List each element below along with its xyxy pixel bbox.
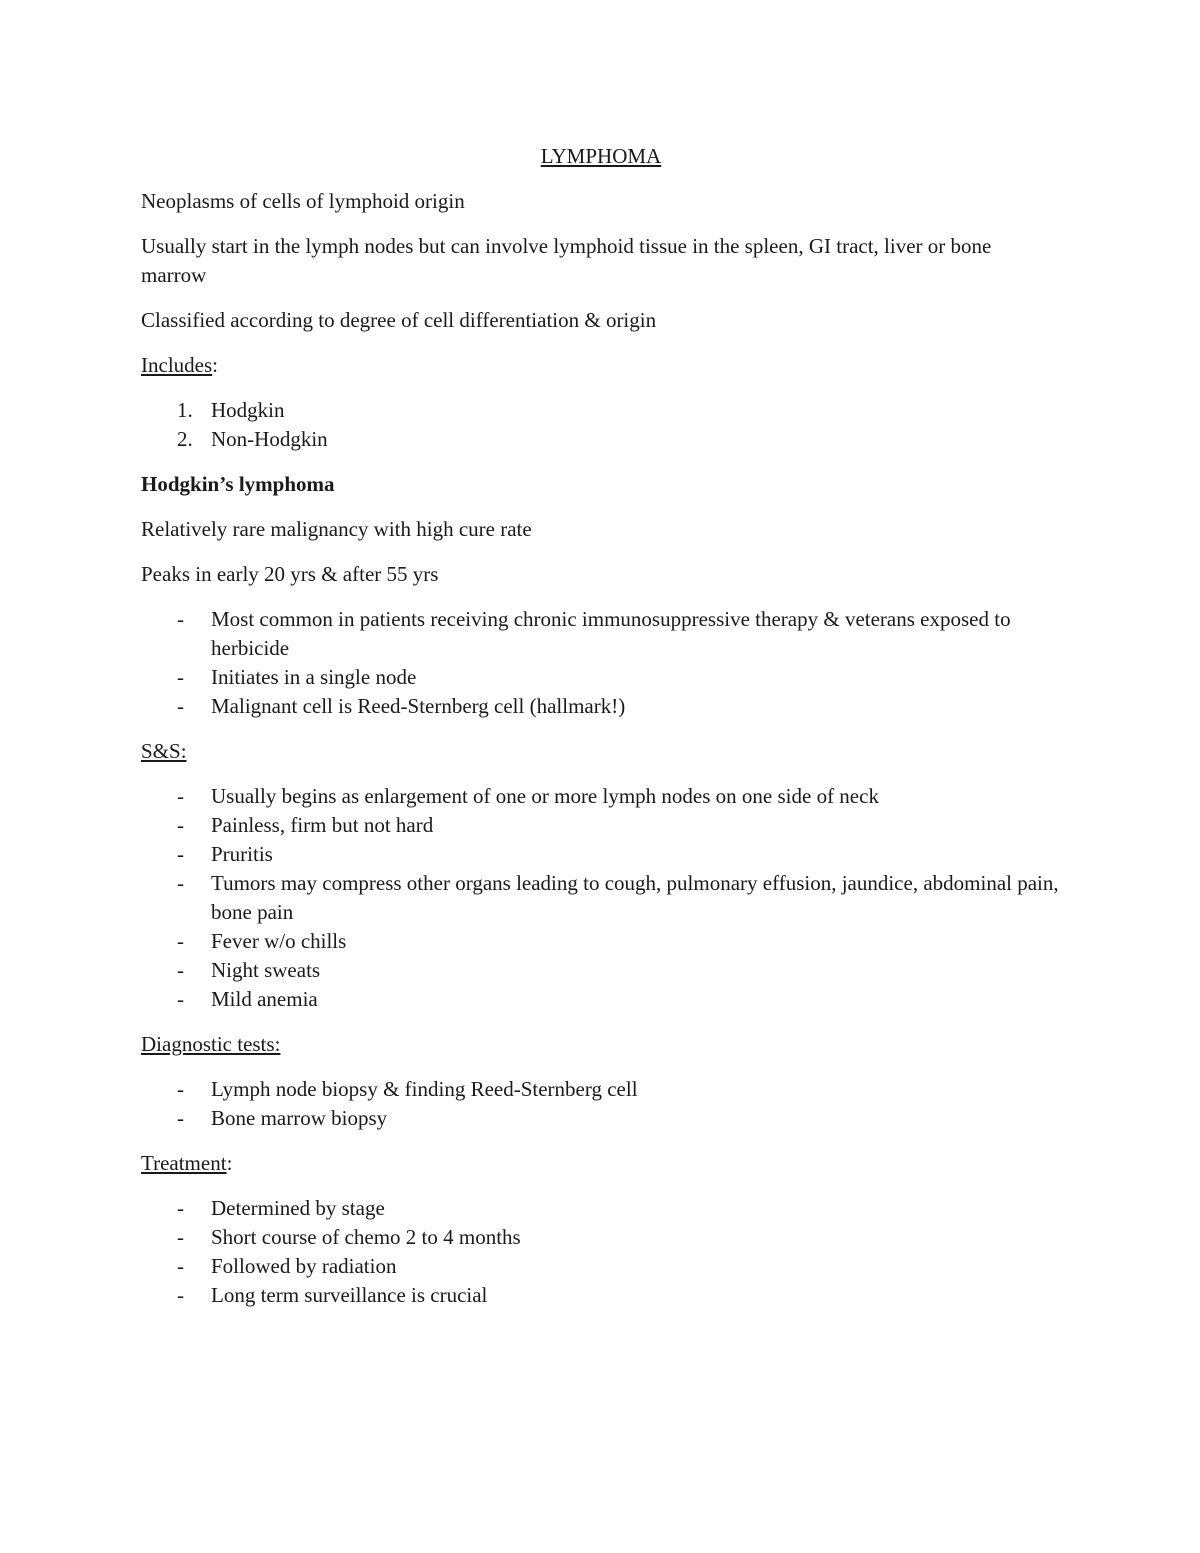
dash-marker: - (177, 871, 184, 895)
list-item (141, 1223, 1061, 1252)
list-item (141, 1281, 1061, 1310)
list-item-text: Night sweats (211, 958, 321, 982)
list-item-text: Hodgkin (211, 398, 285, 422)
dash-marker: - (177, 813, 184, 837)
dash-marker: - (177, 607, 184, 631)
list-item-text: Painless, firm but not hard (211, 813, 434, 837)
list-item (141, 927, 1061, 956)
includes-label-line (141, 351, 1061, 380)
dash-marker: - (177, 1196, 184, 1220)
list-marker: 1. (177, 398, 193, 422)
list-item-text: Bone marrow biopsy (211, 1106, 388, 1130)
list-item (141, 396, 1061, 425)
list-item (141, 692, 1061, 721)
list-item (141, 1252, 1061, 1281)
page-title: LYMPHOMA (540, 144, 662, 168)
treatment-label-line (141, 1149, 1061, 1178)
dash-marker: - (177, 1077, 184, 1101)
intro-paragraph: Neoplasms of cells of lymphoid origin (141, 189, 465, 213)
list-item (141, 1075, 1061, 1104)
dash-marker: - (177, 1254, 184, 1278)
includes-label-suffix: : (212, 353, 218, 377)
list-item (141, 425, 1061, 454)
list-item-text: Pruritis (211, 842, 273, 866)
list-item (141, 985, 1061, 1014)
list-item-text: Most common in patients receiving chronic immunosuppressive therapy & veterans exposed to herbicide (211, 607, 1011, 660)
list-item (141, 869, 1061, 927)
section-heading-hodgkins: Hodgkin’s lymphoma (141, 472, 335, 496)
list-item-text: Lymph node biopsy & finding Reed-Sternberg cell (211, 1077, 638, 1101)
list-marker: 2. (177, 427, 193, 451)
list-item (141, 811, 1061, 840)
list-item-text: Short course of chemo 2 to 4 months (211, 1225, 521, 1249)
signs-label-line (141, 737, 1061, 766)
intro-paragraph: Classified according to degree of cell differentiation & origin (141, 308, 657, 332)
hodgkins-paragraph: Peaks in early 20 yrs & after 55 yrs (141, 562, 439, 586)
dash-marker: - (177, 1283, 184, 1307)
list-item (141, 1194, 1061, 1223)
list-item-text: Long term surveillance is crucial (211, 1283, 488, 1307)
dash-marker: - (177, 784, 184, 808)
dash-marker: - (177, 1106, 184, 1130)
diagnostic-bullet-list (141, 1075, 1061, 1133)
signs-bullet-list (141, 782, 1061, 1014)
document-page (141, 142, 1061, 1326)
list-item-text: Mild anemia (211, 987, 318, 1011)
includes-label: Includes (141, 353, 213, 377)
dash-marker: - (177, 987, 184, 1011)
dash-marker: - (177, 842, 184, 866)
list-item-text: Usually begins as enlargement of one or more lymph nodes on one side of neck (211, 784, 879, 808)
list-item-text: Malignant cell is Reed-Sternberg cell (hallmark!) (211, 694, 626, 718)
dash-marker: - (177, 929, 184, 953)
treatment-bullet-list (141, 1194, 1061, 1310)
dash-marker: - (177, 694, 184, 718)
signs-label: S&S: (141, 739, 187, 763)
treatment-label: Treatment (141, 1151, 227, 1175)
list-item-text: Followed by radiation (211, 1254, 397, 1278)
list-item-text: Tumors may compress other organs leading to cough, pulmonary effusion, jaundice, abdominal pain, bone pain (211, 871, 1059, 924)
list-item-text: Determined by stage (211, 1196, 385, 1220)
dash-marker: - (177, 665, 184, 689)
list-item (141, 605, 1061, 663)
dash-marker: - (177, 958, 184, 982)
list-item (141, 1104, 1061, 1133)
list-item (141, 956, 1061, 985)
hodgkins-paragraph: Relatively rare malignancy with high cure rate (141, 517, 532, 541)
hodgkins-bullet-list (141, 605, 1061, 721)
treatment-label-suffix: : (226, 1151, 233, 1175)
diagnostic-label-line (141, 1030, 1061, 1059)
list-item-text: Non-Hodgkin (211, 427, 328, 451)
list-item-text: Initiates in a single node (211, 665, 417, 689)
dash-marker: - (177, 1225, 184, 1249)
list-item (141, 840, 1061, 869)
includes-list (141, 396, 1061, 454)
list-item (141, 663, 1061, 692)
list-item-text: Fever w/o chills (211, 929, 347, 953)
intro-paragraph: Usually start in the lymph nodes but can involve lymphoid tissue in the spleen, GI tract, liver or bone marrow (141, 234, 992, 287)
list-item (141, 782, 1061, 811)
diagnostic-label: Diagnostic tests: (141, 1032, 281, 1056)
